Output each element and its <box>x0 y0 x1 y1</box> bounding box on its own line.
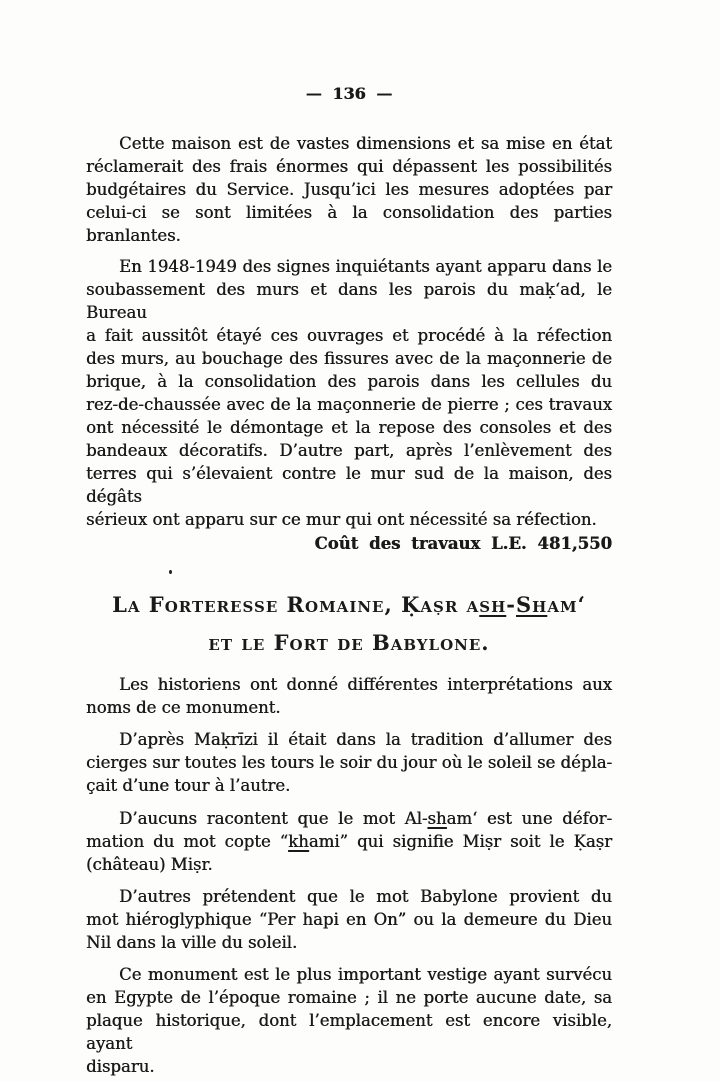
text-segment: - <box>506 592 516 617</box>
text-line: terres qui s’élevaient contre le mur sud de la maison, des dégâts <box>86 464 612 506</box>
page-number: — 136 — <box>305 84 393 103</box>
text-line: noms de ce monument. <box>86 698 281 717</box>
text-segment: ami” qui signifie Miṣr soit le Ḳaṣr <box>308 832 612 851</box>
paragraph-dautres <box>86 885 612 954</box>
text-line: En 1948-1949 des signes inquiétants ayant apparu dans le <box>119 257 612 276</box>
text-line: des murs, au bouchage des fissures avec de la maçonnerie de <box>86 349 612 368</box>
text-segment: am‘ est une défor- <box>446 809 612 828</box>
section-heading-line2: et le Fort de Babylone. <box>208 630 490 655</box>
paragraph-makrizi <box>86 728 612 797</box>
text-line: Cette maison est de vastes dimensions et sa mise en état <box>119 134 612 153</box>
text-segment: am‘ <box>547 592 586 617</box>
text-line: cierges sur toutes les tours le soir du jour où le soleil se dépla- <box>86 753 613 772</box>
text-line: disparu. <box>86 1057 155 1076</box>
text-line: mot hiéroglyphique “Per hapi en On” ou la demeure du Dieu <box>86 910 612 929</box>
text-line: D’autres prétendent que le mot Babylone provient du <box>119 887 612 906</box>
text-line: bandeaux décoratifs. D’autre part, après l’enlèvement des <box>86 441 612 460</box>
text-line: sérieux ont apparu sur ce mur qui ont nécessité sa réfection. <box>86 510 597 529</box>
text-line: budgétaires du Service. Jusqu’ici les mesures adoptées par <box>86 180 612 199</box>
text-line <box>86 807 612 830</box>
paragraph-monument <box>86 963 612 1078</box>
text-line: Nil dans la ville du soleil. <box>86 933 298 952</box>
text-line: rez-de-chaussée avec de la maçonnerie de pierre ; ces travaux <box>86 395 612 414</box>
cost-of-works-line: Coût des travaux L.E. 481,550 <box>314 534 612 553</box>
text-line: çait d’une tour à l’autre. <box>86 776 291 795</box>
paragraph-daucuns <box>86 807 612 876</box>
text-line: Ce monument est le plus important vestige ayant survécu <box>119 965 612 984</box>
text-line: brique, à la consolidation des parois dans les cellules du <box>86 372 612 391</box>
text-segment: mation du mot copte “ <box>86 832 289 851</box>
paragraph-travaux-1948 <box>86 255 612 531</box>
underlined-digraph: kh <box>288 832 309 851</box>
text-line: plaque historique, dont l’emplacement est encore visible, ayant <box>86 1011 612 1053</box>
paragraph-maison <box>86 132 612 247</box>
text-segment: D’aucuns racontent que le mot Al- <box>119 809 428 828</box>
text-line: branlantes. <box>86 226 181 245</box>
text-line: réclamerait des frais énormes qui dépassent les possibilités <box>86 157 612 176</box>
text-line: en Egypte de l’époque romaine ; il ne porte aucune date, sa <box>86 988 612 1007</box>
paragraph-historiens <box>86 673 612 719</box>
text-line: ont nécessité le démontage et la repose des consoles et des <box>86 418 612 437</box>
diacritic-dot-artifact <box>169 570 172 574</box>
underlined-digraph: sh <box>479 592 507 617</box>
text-segment: La Forteresse Romaine, Ḳaṣr a <box>112 592 480 617</box>
underlined-digraph: sh <box>427 809 447 828</box>
text-line: a fait aussitôt étayé ces ouvrages et procédé à la réfection <box>86 326 612 345</box>
text-line <box>86 830 612 853</box>
section-heading <box>86 593 612 655</box>
text-line: (château) Miṣr. <box>86 855 213 874</box>
text-line: soubassement des murs et dans les parois du maḳ‘ad, le Bureau <box>86 280 612 322</box>
text-line: Les historiens ont donné différentes interprétations aux <box>119 675 612 694</box>
section-heading-line1 <box>86 593 612 617</box>
text-line: celui-ci se sont limitées à la consolidation des parties <box>86 203 612 222</box>
text-line: D’après Maḳrīzi il était dans la tradition d’allumer des <box>119 730 612 749</box>
underlined-digraph: Sh <box>515 592 548 617</box>
text-column <box>86 0 612 1078</box>
